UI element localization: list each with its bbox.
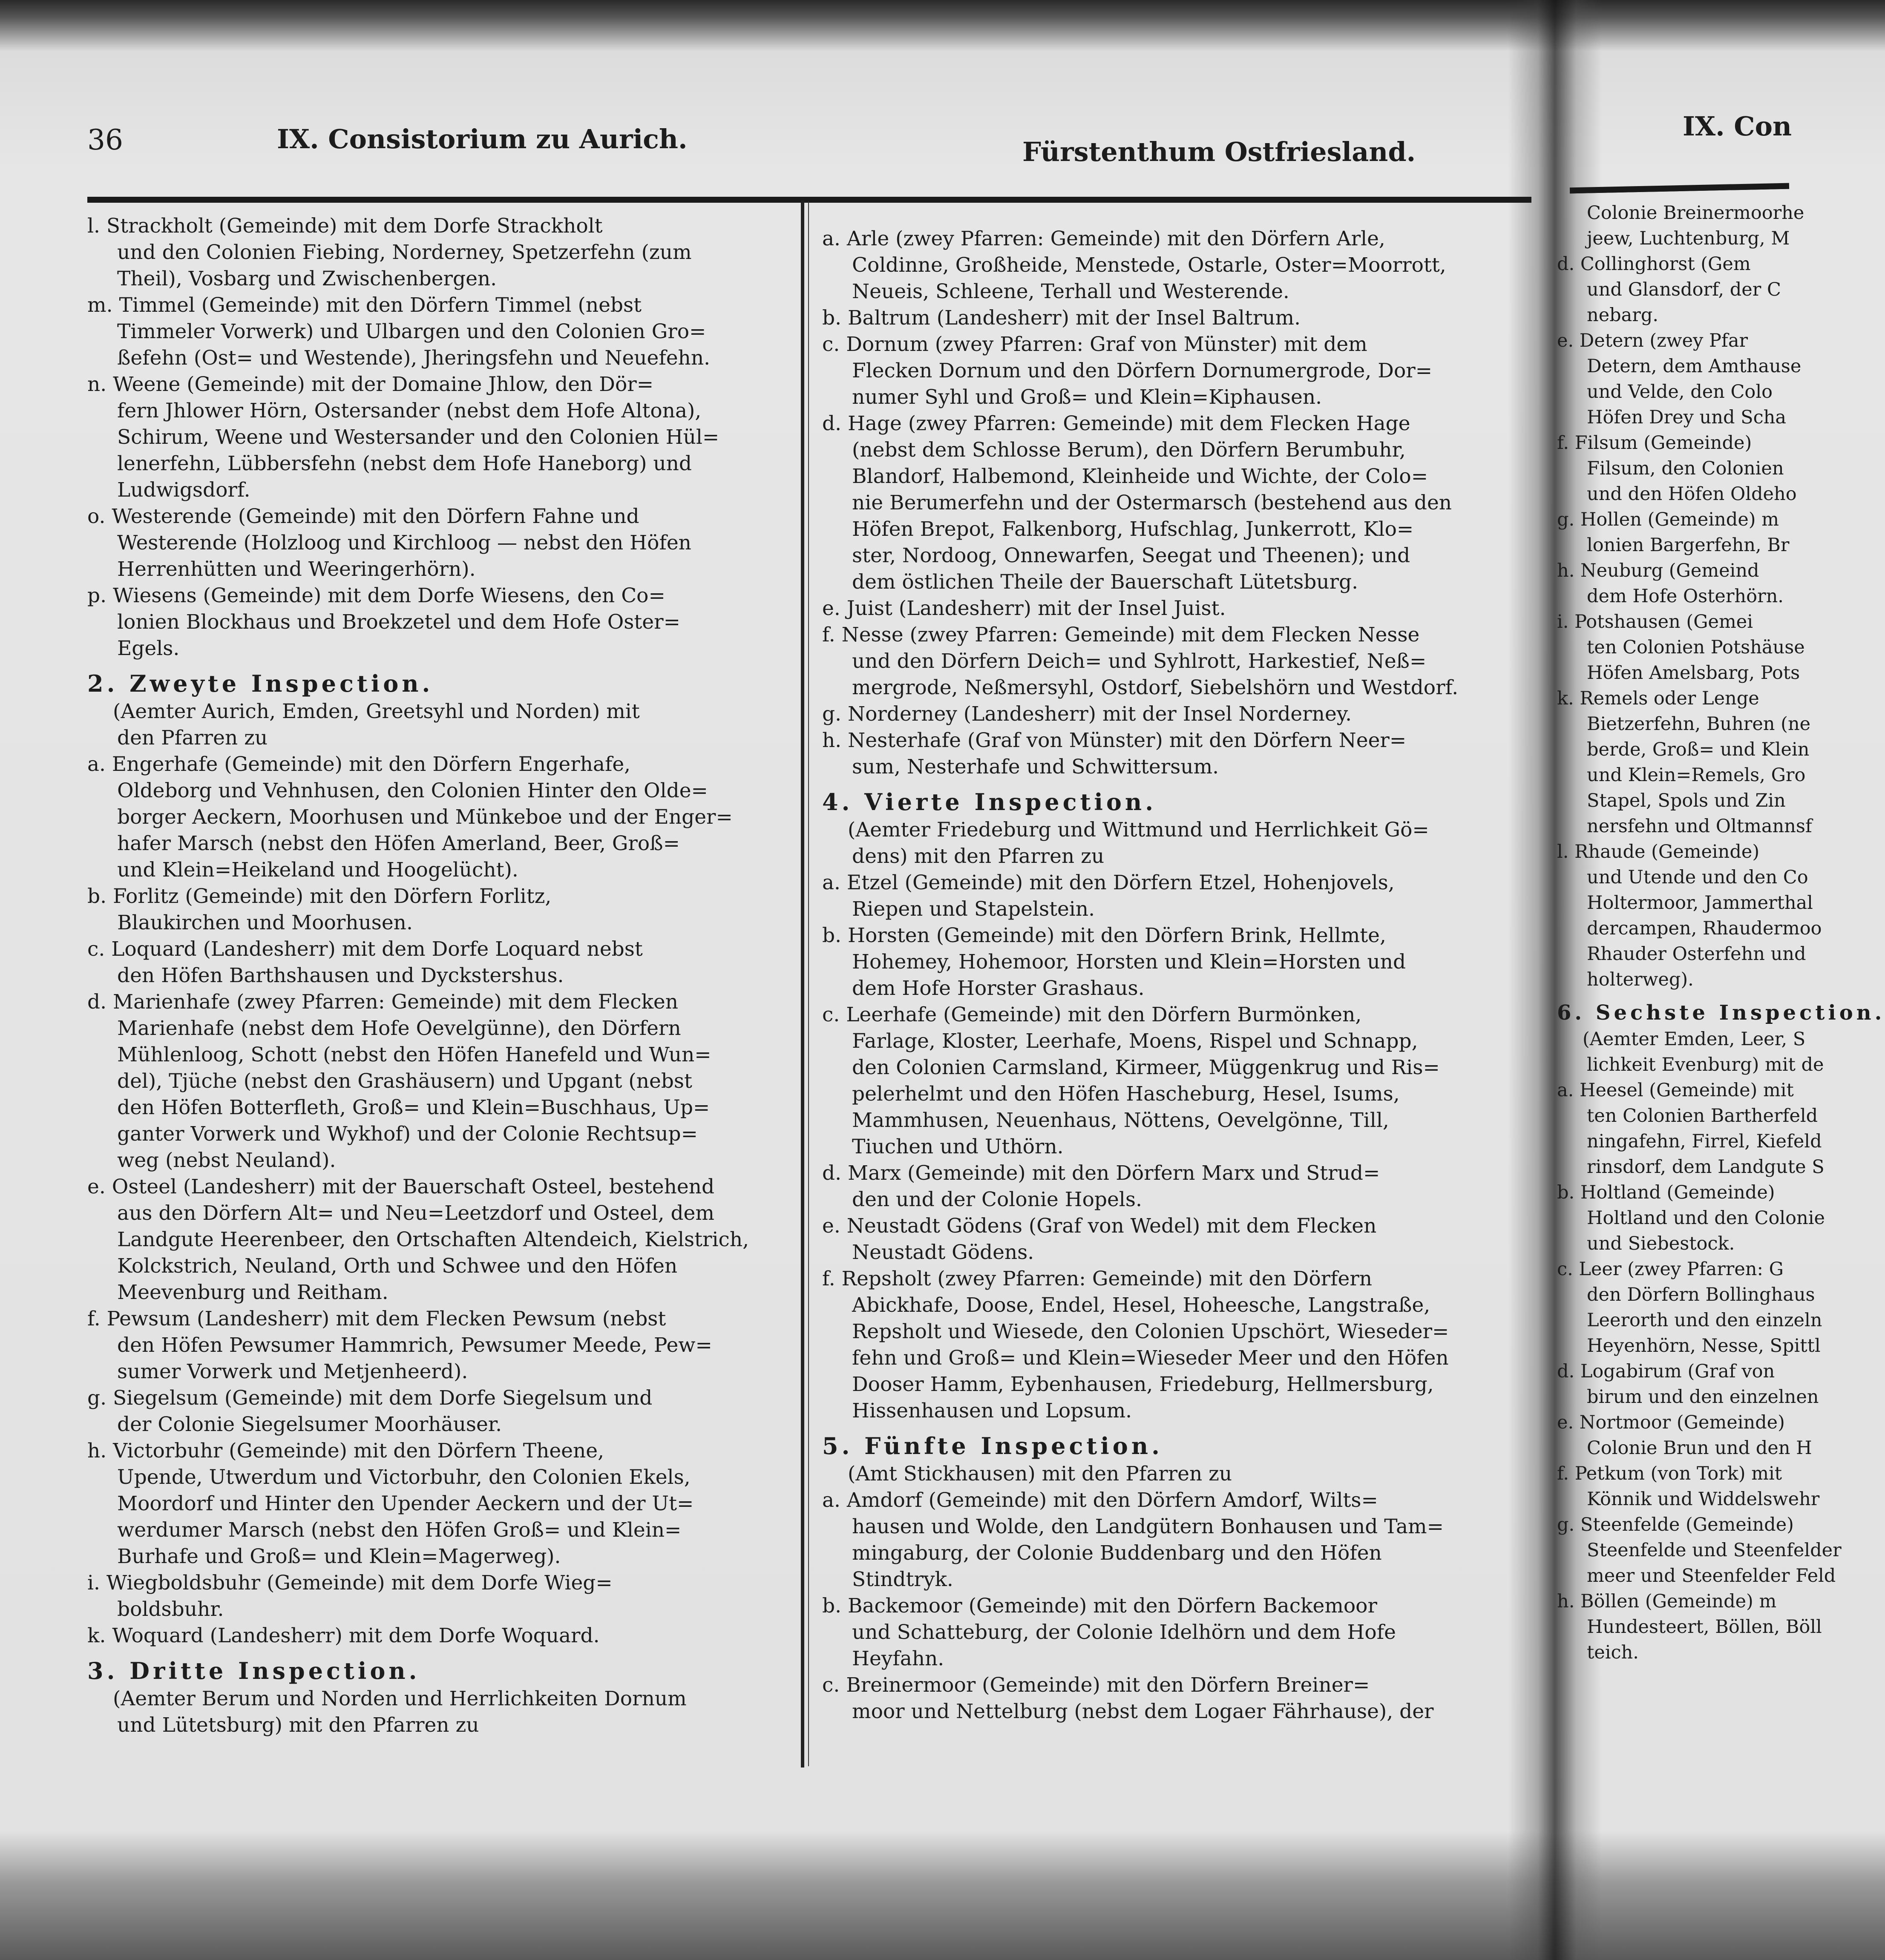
entry-line: d. Logabirum (Graf von xyxy=(1557,1361,1775,1382)
header-rule xyxy=(87,197,1531,203)
text-line: fehn und Groß= und Klein=Wieseder Meer und den Höfen xyxy=(852,1346,1449,1370)
text-line: dem Hofe Horster Grashaus. xyxy=(852,977,1145,1000)
text-line: lonien Bargerfehn, Br xyxy=(1587,535,1790,556)
entry-line: g. Siegelsum (Gemeinde) mit dem Dorfe Siegelsum und xyxy=(87,1386,653,1410)
text-line: Landgute Heerenbeer, den Ortschaften Altendeich, Kielstrich, xyxy=(117,1228,749,1251)
text-line: boldsbuhr. xyxy=(117,1598,224,1621)
text-line: Repsholt und Wiesede, den Colonien Upschört, Wieseder= xyxy=(852,1320,1449,1343)
text-line: lenerfehn, Lübbersfehn (nebst dem Hofe Haneborg) und xyxy=(117,452,692,475)
text-line: Höfen Amelsbarg, Pots xyxy=(1587,662,1800,684)
entry-line: d. Hage (zwey Pfarren: Gemeinde) mit dem Flecken Hage xyxy=(822,412,1410,435)
text-line: Ludwigsdorf. xyxy=(117,478,250,502)
entry-line: d. Marx (Gemeinde) mit den Dörfern Marx und Strud= xyxy=(822,1161,1380,1185)
entry-line: e. Osteel (Landesherr) mit der Bauerschaft Osteel, bestehend xyxy=(87,1175,715,1198)
text-line: aus den Dörfern Alt= und Neu=Leetzdorf und Osteel, dem xyxy=(117,1201,714,1225)
text-line: Herrenhütten und Weeringerhörn). xyxy=(117,558,476,581)
text-line: teich. xyxy=(1587,1642,1639,1663)
text-line: Schirum, Weene und Westersander und den Colonien Hül= xyxy=(117,425,719,449)
text-line: Coldinne, Großheide, Menstede, Ostarle, Oster=Moorrott, xyxy=(852,253,1446,277)
text-line: und Schatteburg, der Colonie Idelhörn und dem Hofe xyxy=(852,1621,1396,1644)
text-line: Rhauder Osterfehn und xyxy=(1587,943,1806,965)
entry-line: b. Forlitz (Gemeinde) mit den Dörfern Forlitz, xyxy=(87,885,552,908)
text-line: dercampen, Rhaudermoo xyxy=(1587,918,1822,939)
text-line: Stindtryk. xyxy=(852,1568,953,1591)
text-line: pelerhelmt und den Höfen Hascheburg, Hesel, Isums, xyxy=(852,1082,1400,1106)
text-line: Heyfahn. xyxy=(852,1647,944,1670)
text-line: sum, Nesterhafe und Schwittersum. xyxy=(852,755,1219,779)
text-line: Theil), Vosbarg und Zwischenbergen. xyxy=(117,267,497,290)
entry-line: f. Filsum (Gemeinde) xyxy=(1557,432,1752,454)
text-line: Burhafe und Groß= und Klein=Magerweg). xyxy=(117,1545,561,1568)
text-line: (Amt Stickhausen) mit den Pfarren zu xyxy=(848,1462,1232,1486)
text-line: Filsum, den Colonien xyxy=(1587,458,1784,479)
entry-line: k. Woquard (Landesherr) mit dem Dorfe Woquard. xyxy=(87,1624,600,1647)
text-line: Dooser Hamm, Eybenhausen, Friedeburg, Hellmersburg, xyxy=(852,1373,1434,1396)
entry-line: b. Horsten (Gemeinde) mit den Dörfern Brink, Hellmte, xyxy=(822,924,1386,947)
text-line: rinsdorf, dem Landgute S xyxy=(1587,1156,1825,1178)
entry-line: a. Engerhafe (Gemeinde) mit den Dörfern Engerhafe, xyxy=(87,753,631,776)
text-line: den und der Colonie Hopels. xyxy=(852,1188,1142,1211)
text-line: holterweg). xyxy=(1587,969,1694,990)
next-page-header-rule xyxy=(1570,183,1789,194)
text-line: und den Dörfern Deich= und Syhlrott, Harkestief, Neß= xyxy=(852,650,1427,673)
entry-line: l. Rhaude (Gemeinde) xyxy=(1557,841,1760,862)
text-line: dens) mit den Pfarren zu xyxy=(852,845,1105,868)
text-line: dem Hofe Osterhörn. xyxy=(1587,586,1784,607)
text-line: der Colonie Siegelsumer Moorhäuser. xyxy=(117,1413,502,1436)
text-line: ten Colonien Potshäuse xyxy=(1587,637,1805,658)
entry-line: k. Remels oder Lenge xyxy=(1557,688,1759,709)
text-line: Riepen und Stapelstein. xyxy=(852,897,1095,921)
text-line: borger Aeckern, Moorhusen und Münkeboe und der Enger= xyxy=(117,805,733,829)
entry-line: f. Repsholt (zwey Pfarren: Gemeinde) mit den Dörfern xyxy=(822,1267,1373,1290)
running-title-right: Fürstenthum Ostfriesland. xyxy=(1022,136,1416,167)
text-line: moor und Nettelburg (nebst dem Logaer Fährhause), der xyxy=(852,1700,1434,1723)
text-line: Mammhusen, Neuenhaus, Nöttens, Oevelgönne, Till, xyxy=(852,1109,1389,1132)
text-line: und Klein=Remels, Gro xyxy=(1587,764,1806,786)
text-line: ningafehn, Firrel, Kiefeld xyxy=(1587,1131,1822,1152)
text-line: ster, Nordoog, Onnewarfen, Seegat und Theenen); und xyxy=(852,544,1410,567)
section-heading: 6. Sechste Inspection. xyxy=(1557,1001,1885,1025)
entry-line: c. Breinermoor (Gemeinde) mit den Dörfern Breiner= xyxy=(822,1673,1370,1697)
entry-line: f. Petkum (von Tork) mit xyxy=(1557,1463,1782,1484)
text-line: lichkeit Evenburg) mit de xyxy=(1587,1054,1824,1075)
entry-line: e. Nortmoor (Gemeinde) xyxy=(1557,1412,1785,1433)
text-line: werdumer Marsch (nebst den Höfen Groß= und Klein= xyxy=(117,1518,682,1542)
text-line: Blandorf, Halbemond, Kleinheide und Wichte, der Colo= xyxy=(852,465,1428,488)
entry-line: a. Heesel (Gemeinde) mit xyxy=(1557,1080,1794,1101)
text-line: (nebst dem Schlosse Berum), den Dörfern Berumbuhr, xyxy=(852,438,1406,462)
text-line: Kolckstrich, Neuland, Orth und Schwee und den Höfen xyxy=(117,1254,678,1278)
text-line: den Höfen Botterfleth, Groß= und Klein=Buschhaus, Up= xyxy=(117,1096,710,1119)
text-line: Oldeborg und Vehnhusen, den Colonien Hinter den Olde= xyxy=(117,779,708,802)
text-line: und Siebestock. xyxy=(1587,1233,1735,1254)
text-line: ten Colonien Bartherfeld xyxy=(1587,1105,1818,1127)
section-heading: 3. Dritte Inspection. xyxy=(87,1657,420,1684)
text-line: den Höfen Pewsumer Hammrich, Pewsumer Meede, Pew= xyxy=(117,1333,712,1357)
text-line: Holtermoor, Jammerthal xyxy=(1587,892,1813,914)
page-number: 36 xyxy=(87,124,123,156)
text-line: (Aemter Emden, Leer, S xyxy=(1583,1029,1806,1050)
text-line: den Höfen Barthshausen und Dyckstershus. xyxy=(117,964,564,987)
text-line: Marienhafe (nebst dem Hofe Oevelgünne), den Dörfern xyxy=(117,1017,681,1040)
text-line: nersfehn und Oltmannsf xyxy=(1587,816,1812,837)
entry-line: d. Marienhafe (zwey Pfarren: Gemeinde) mit dem Flecken xyxy=(87,990,679,1014)
entry-line: b. Holtland (Gemeinde) xyxy=(1557,1182,1775,1203)
text-line: (Aemter Berum und Norden und Herrlichkeiten Dornum xyxy=(113,1687,687,1710)
text-line: Farlage, Kloster, Leerhafe, Moens, Rispel und Schnapp, xyxy=(852,1029,1418,1053)
entry-line: a. Arle (zwey Pfarren: Gemeinde) mit den Dörfern Arle, xyxy=(822,227,1385,250)
text-line: und Klein=Heikeland und Hoogelücht). xyxy=(117,858,518,882)
text-line: Blaukirchen und Moorhusen. xyxy=(117,911,413,934)
text-line: berde, Groß= und Klein xyxy=(1587,739,1810,760)
middle-column xyxy=(822,226,1525,1759)
entry-line: c. Leer (zwey Pfarren: G xyxy=(1557,1259,1784,1280)
text-line: den Pfarren zu xyxy=(117,726,268,750)
text-line: und Velde, den Colo xyxy=(1587,381,1773,402)
column-divider xyxy=(801,200,804,1767)
text-line: Holtland und den Colonie xyxy=(1587,1207,1825,1229)
text-line: meer und Steenfelder Feld xyxy=(1587,1565,1836,1586)
text-line: Flecken Dornum und den Dörfern Dornumergrode, Dor= xyxy=(852,359,1433,382)
text-line: Egels. xyxy=(117,637,180,660)
text-line: Neustadt Gödens. xyxy=(852,1241,1034,1264)
entry-line: c. Loquard (Landesherr) mit dem Dorfe Loquard nebst xyxy=(87,937,643,961)
entry-line: b. Backemoor (Gemeinde) mit den Dörfern Backemoor xyxy=(822,1594,1377,1618)
text-line: Detern, dem Amthause xyxy=(1587,356,1802,377)
text-line: und den Colonien Fiebing, Norderney, Spetzerfehn (zum xyxy=(117,241,692,264)
entry-line: f. Pewsum (Landesherr) mit dem Flecken Pewsum (nebst xyxy=(87,1307,666,1331)
text-line: Colonie Brun und den H xyxy=(1587,1437,1812,1459)
text-line: Timmeler Vorwerk) und Ulbargen und den Colonien Gro= xyxy=(117,320,706,343)
entry-line: c. Dornum (zwey Pfarren: Graf von Münster) mit dem xyxy=(822,333,1367,356)
text-line: (Aemter Friedeburg und Wittmund und Herrlichkeit Gö= xyxy=(848,818,1429,842)
entry-line: c. Leerhafe (Gemeinde) mit den Dörfern Burmönken, xyxy=(822,1003,1362,1026)
text-line: Stapel, Spols und Zin xyxy=(1587,790,1786,811)
text-line: hausen und Wolde, den Landgütern Bonhausen und Tam= xyxy=(852,1515,1444,1538)
text-line: fern Jhlower Hörn, Ostersander (nebst dem Hofe Altona), xyxy=(117,399,702,422)
entry-line: p. Wiesens (Gemeinde) mit dem Dorfe Wiesens, den Co= xyxy=(87,584,665,607)
text-line: Tiuchen und Uthörn. xyxy=(852,1135,1064,1158)
text-line: Hissenhausen und Lopsum. xyxy=(852,1399,1132,1423)
entry-line: g. Norderney (Landesherr) mit der Insel Norderney. xyxy=(822,702,1352,726)
text-line: sumer Vorwerk und Metjenheerd). xyxy=(117,1360,468,1383)
text-line: Höfen Drey und Scha xyxy=(1587,407,1787,428)
text-line: Hohemey, Hohemoor, Horsten und Klein=Horsten und xyxy=(852,950,1406,974)
text-line: ßefehn (Ost= und Westende), Jheringsfehn und Neuefehn. xyxy=(117,346,711,370)
left-column xyxy=(87,213,790,1746)
text-line: birum und den einzelnen xyxy=(1587,1386,1819,1408)
text-line: mingaburg, der Colonie Buddenbarg und den Höfen xyxy=(852,1541,1382,1565)
entry-line: h. Nesterhafe (Graf von Münster) mit den Dörfern Neer= xyxy=(822,729,1407,752)
text-line: und Glansdorf, der C xyxy=(1587,279,1781,300)
entry-line: a. Etzel (Gemeinde) mit den Dörfern Etzel, Hohenjovels, xyxy=(822,871,1395,894)
entry-line: n. Weene (Gemeinde) mit der Domaine Jhlow, den Dör= xyxy=(87,373,654,396)
text-line: dem östlichen Theile der Bauerschaft Lütetsburg. xyxy=(852,570,1358,594)
text-line: Höfen Brepot, Falkenborg, Hufschlag, Junkerrott, Klo= xyxy=(852,517,1414,541)
text-line: del), Tjüche (nebst den Grashäusern) und Upgant (nebst xyxy=(117,1069,692,1093)
section-heading: 5. Fünfte Inspection. xyxy=(822,1432,1163,1460)
text-line: numer Syhl und Groß= und Klein=Kiphausen. xyxy=(852,385,1322,409)
text-line: und den Höfen Oldeho xyxy=(1587,483,1797,505)
text-line: Abickhafe, Doose, Endel, Hesel, Hoheesche, Langstraße, xyxy=(852,1293,1430,1317)
text-line: und Utende und den Co xyxy=(1587,867,1808,888)
text-line: Steenfelde und Steenfelder xyxy=(1587,1540,1842,1561)
text-line: Neueis, Schleene, Terhall und Westerende. xyxy=(852,280,1289,303)
text-line: und Lütetsburg) mit den Pfarren zu xyxy=(117,1713,479,1737)
entry-line: f. Nesse (zwey Pfarren: Gemeinde) mit dem Flecken Nesse xyxy=(822,623,1420,647)
entry-line: h. Victorbuhr (Gemeinde) mit den Dörfern Theene, xyxy=(87,1439,604,1463)
entry-line: h. Böllen (Gemeinde) m xyxy=(1557,1591,1777,1612)
text-line: den Dörfern Bollinghaus xyxy=(1587,1284,1815,1305)
entry-line: h. Neuburg (Gemeind xyxy=(1557,560,1759,581)
entry-line: i. Wiegboldsbuhr (Gemeinde) mit dem Dorfe Wieg= xyxy=(87,1571,613,1595)
next-page-running-title: IX. Con xyxy=(1683,111,1792,142)
entry-line: g. Steenfelde (Gemeinde) xyxy=(1557,1514,1794,1535)
entry-line: o. Westerende (Gemeinde) mit den Dörfern Fahne und xyxy=(87,505,639,528)
section-heading: 2. Zweyte Inspection. xyxy=(87,670,434,697)
text-line: lonien Blockhaus und Broekzetel und dem Hofe Oster= xyxy=(117,610,680,634)
entry-line: b. Baltrum (Landesherr) mit der Insel Baltrum. xyxy=(822,306,1301,330)
running-title-left: IX. Consistorium zu Aurich. xyxy=(277,124,688,155)
text-line: Heyenhörn, Nesse, Spittl xyxy=(1587,1335,1821,1356)
text-line: Westerende (Holzloog und Kirchloog — nebst den Höfen xyxy=(117,531,691,555)
text-line: Upende, Utwerdum und Victorbuhr, den Colonien Ekels, xyxy=(117,1466,691,1489)
entry-line: g. Hollen (Gemeinde) m xyxy=(1557,509,1779,530)
next-page-column xyxy=(1557,200,1885,1819)
entry-line: e. Detern (zwey Pfar xyxy=(1557,330,1748,351)
text-line: den Colonien Carmsland, Kirmeer, Müggenkrug und Ris= xyxy=(852,1056,1440,1079)
text-line: Leerorth und den einzeln xyxy=(1587,1310,1822,1331)
text-line: hafer Marsch (nebst den Höfen Amerland, Beer, Groß= xyxy=(117,832,680,855)
text-line: nebarg. xyxy=(1587,305,1659,326)
text-line: (Aemter Aurich, Emden, Greetsyhl und Norden) mit xyxy=(113,700,640,723)
text-line: Colonie Breinermoorhe xyxy=(1587,202,1804,224)
text-line: Meevenburg und Reitham. xyxy=(117,1281,389,1304)
entry-line: m. Timmel (Gemeinde) mit den Dörfern Timmel (nebst xyxy=(87,293,642,317)
text-line: mergrode, Neßmersyhl, Ostdorf, Siebelshörn und Westdorf. xyxy=(852,676,1459,699)
entry-line: e. Juist (Landesherr) mit der Insel Juist. xyxy=(822,597,1226,620)
entry-line: d. Collinghorst (Gem xyxy=(1557,253,1751,275)
text-line: ganter Vorwerk und Wykhof) und der Colonie Rechtsup= xyxy=(117,1122,698,1146)
entry-line: l. Strackholt (Gemeinde) mit dem Dorfe Strackholt xyxy=(87,214,603,238)
entry-line: e. Neustadt Gödens (Graf von Wedel) mit dem Flecken xyxy=(822,1214,1377,1238)
entry-line: a. Amdorf (Gemeinde) mit den Dörfern Amdorf, Wilts= xyxy=(822,1489,1378,1512)
text-line: Hundesteert, Böllen, Böll xyxy=(1587,1616,1822,1638)
entry-line: i. Potshausen (Gemei xyxy=(1557,611,1753,632)
text-line: weg (nebst Neuland). xyxy=(117,1149,336,1172)
text-line: Mühlenloog, Schott (nebst den Höfen Hanefeld und Wun= xyxy=(117,1043,711,1066)
text-line: Könnik und Widdelswehr xyxy=(1587,1489,1820,1510)
text-line: jeew, Luchtenburg, M xyxy=(1587,228,1790,249)
section-heading: 4. Vierte Inspection. xyxy=(822,788,1157,816)
text-line: Bietzerfehn, Buhren (ne xyxy=(1587,713,1811,735)
text-line: Moordorf und Hinter den Upender Aeckern und der Ut= xyxy=(117,1492,694,1515)
text-line: nie Berumerfehn und der Ostermarsch (bestehend aus den xyxy=(852,491,1452,514)
